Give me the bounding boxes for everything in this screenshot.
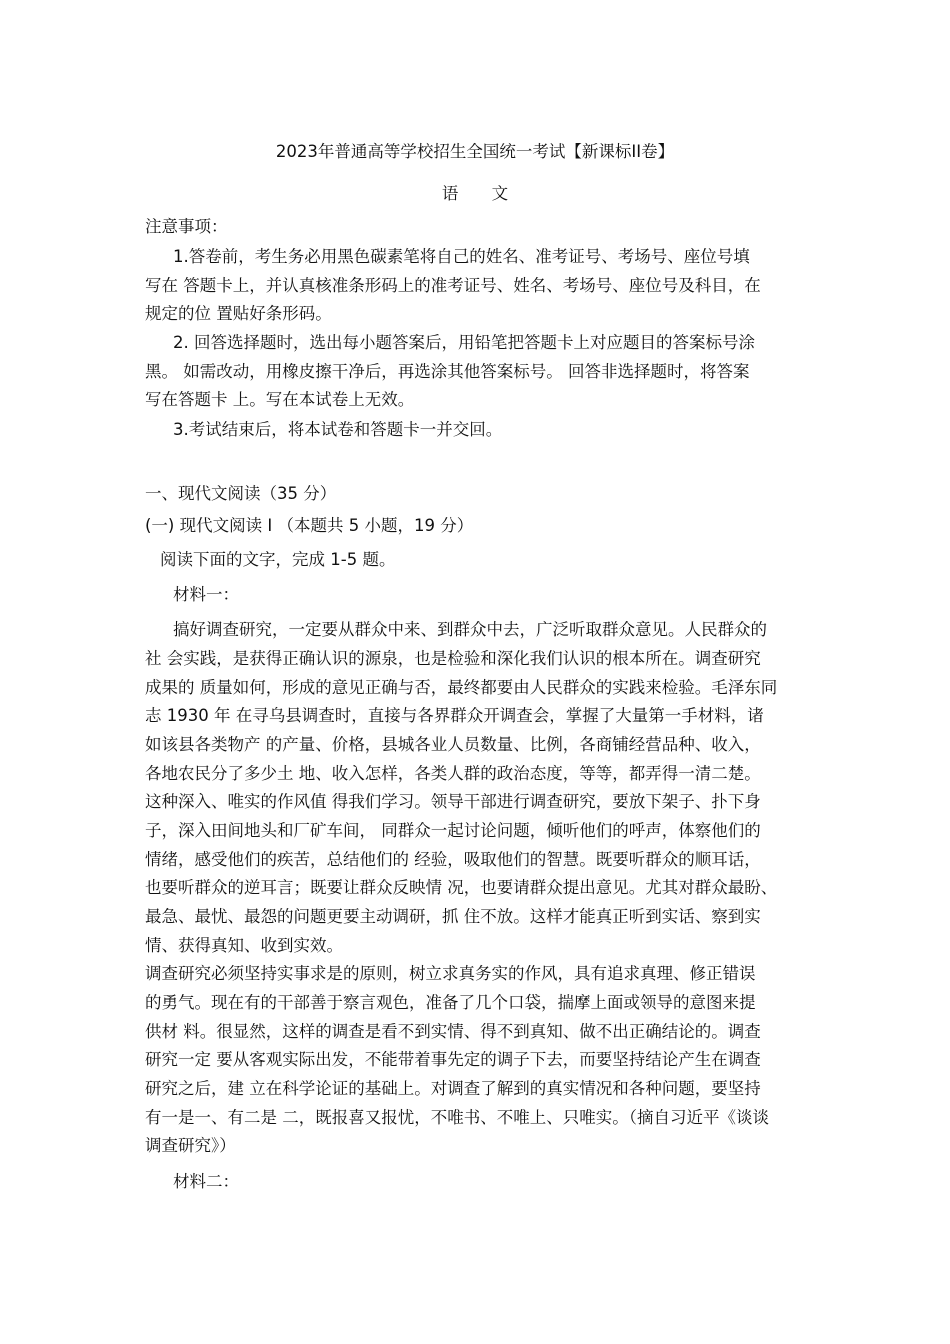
notes-line: 1.答卷前，考生务必用黑色碳素笔将自己的姓名、准考证号、考场号、座位号填 (173, 247, 750, 266)
notes-line: 黑。 如需改动，用橡皮擦干净后，再选涂其他答案标号。 回答非选择题时，将答案 (145, 362, 750, 381)
material1-line: 供材 料。很显然，这样的调查是看不到实情、得不到真知、做不出正确结论的。调查 (145, 1022, 761, 1041)
material1-line: 志 1930 年 在寻乌县调查时，直接与各界群众开调查会，掌握了大量第一手材料，诸 (145, 706, 764, 725)
sub-section-heading: (一) 现代文阅读 I （本题共 5 小题，19 分） (145, 516, 474, 535)
subject-title (0, 184, 950, 204)
material1-line: 如该县各类物产 的产量、价格，县城各业人员数量、比例，各商铺经营品种、收入， (145, 735, 761, 754)
reading-instruction: 阅读下面的文字，完成 1-5 题。 (160, 550, 396, 569)
notes-line: 写在 答题卡上，并认真核准条形码上的准考证号、姓名、考场号、座位号及科目，在 (145, 276, 761, 295)
material1-line: 调查研究必须坚持实事求是的原则，树立求真务实的作风，具有追求真理、修正错误 (145, 964, 756, 983)
notes-line: 规定的位 置贴好条形码。 (145, 304, 332, 323)
notes-line: 2. 回答选择题时，选出每小题答案后，用铅笔把答题卡上对应题目的答案标号涂 (173, 333, 755, 352)
subject-text: 语 文 (441, 184, 523, 203)
notes-line: 写在答题卡 上。写在本试卷上无效。 (145, 390, 415, 409)
material2-label: 材料二： (173, 1172, 239, 1191)
material1-line: 这种深入、唯实的作风值 得我们学习。领导干部进行调查研究，要放下架子、扑下身 (145, 792, 761, 811)
material1-line: 各地农民分了多少土 地、收入怎样，各类人群的政治态度，等等，都弄得一清二楚。 (145, 764, 761, 783)
material1-line: 情绪，感受他们的疾苦，总结他们的 经验，吸取他们的智慧。既要听群众的顺耳话， (145, 850, 761, 869)
section-heading: 一、现代文阅读（35 分） (145, 484, 337, 503)
material1-line: 也要听群众的逆耳言；既要让群众反映情 况，也要请群众提出意见。尤其对群众最盼、 (145, 878, 778, 897)
material1-line: 研究一定 要从客观实际出发，不能带着事先定的调子下去，而要坚持结论产生在调查 (145, 1050, 761, 1069)
material1-line: 的勇气。现在有的干部善于察言观色，准备了几个口袋，揣摩上面或领导的意图来提 (145, 993, 756, 1012)
notes-line: 3.考试结束后，将本试卷和答题卡一并交回。 (173, 420, 503, 439)
material1-line: 情、获得真知、收到实效。 (145, 936, 343, 955)
notes-heading: 注意事项： (145, 217, 228, 236)
material1-line: 调查研究》） (145, 1136, 236, 1155)
material1-line: 搞好调查研究，一定要从群众中来、到群众中去，广泛听取群众意见。人民群众的 (173, 620, 767, 639)
material1-line: 子，深入田间地头和厂矿车间， 同群众一起讨论问题，倾听他们的呼声，体察他们的 (145, 821, 761, 840)
material1-line: 成果的 质量如何，形成的意见正确与否，最终都要由人民群众的实践来检验。毛泽东同 (145, 678, 778, 697)
material1-line: 有一是一、有二是 二，既报喜又报忧，不唯书、不唯上、只唯实。（摘自习近平《谈谈 (145, 1108, 769, 1127)
exam-title: 2023年普通高等学校招生全国统一考试【新课标II卷】 (275, 142, 675, 161)
material1-label: 材料一： (173, 585, 239, 604)
material1-line: 社 会实践，是获得正确认识的源泉，也是检验和深化我们认识的根本所在。调查研究 (145, 649, 761, 668)
material1-line: 研究之后，建 立在科学论证的基础上。对调查了解到的真实情况和各种问题，要坚持 (145, 1079, 761, 1098)
material1-line: 最急、最忧、最怨的问题更要主动调研，抓 住不放。这样才能真正听到实话、察到实 (145, 907, 761, 926)
